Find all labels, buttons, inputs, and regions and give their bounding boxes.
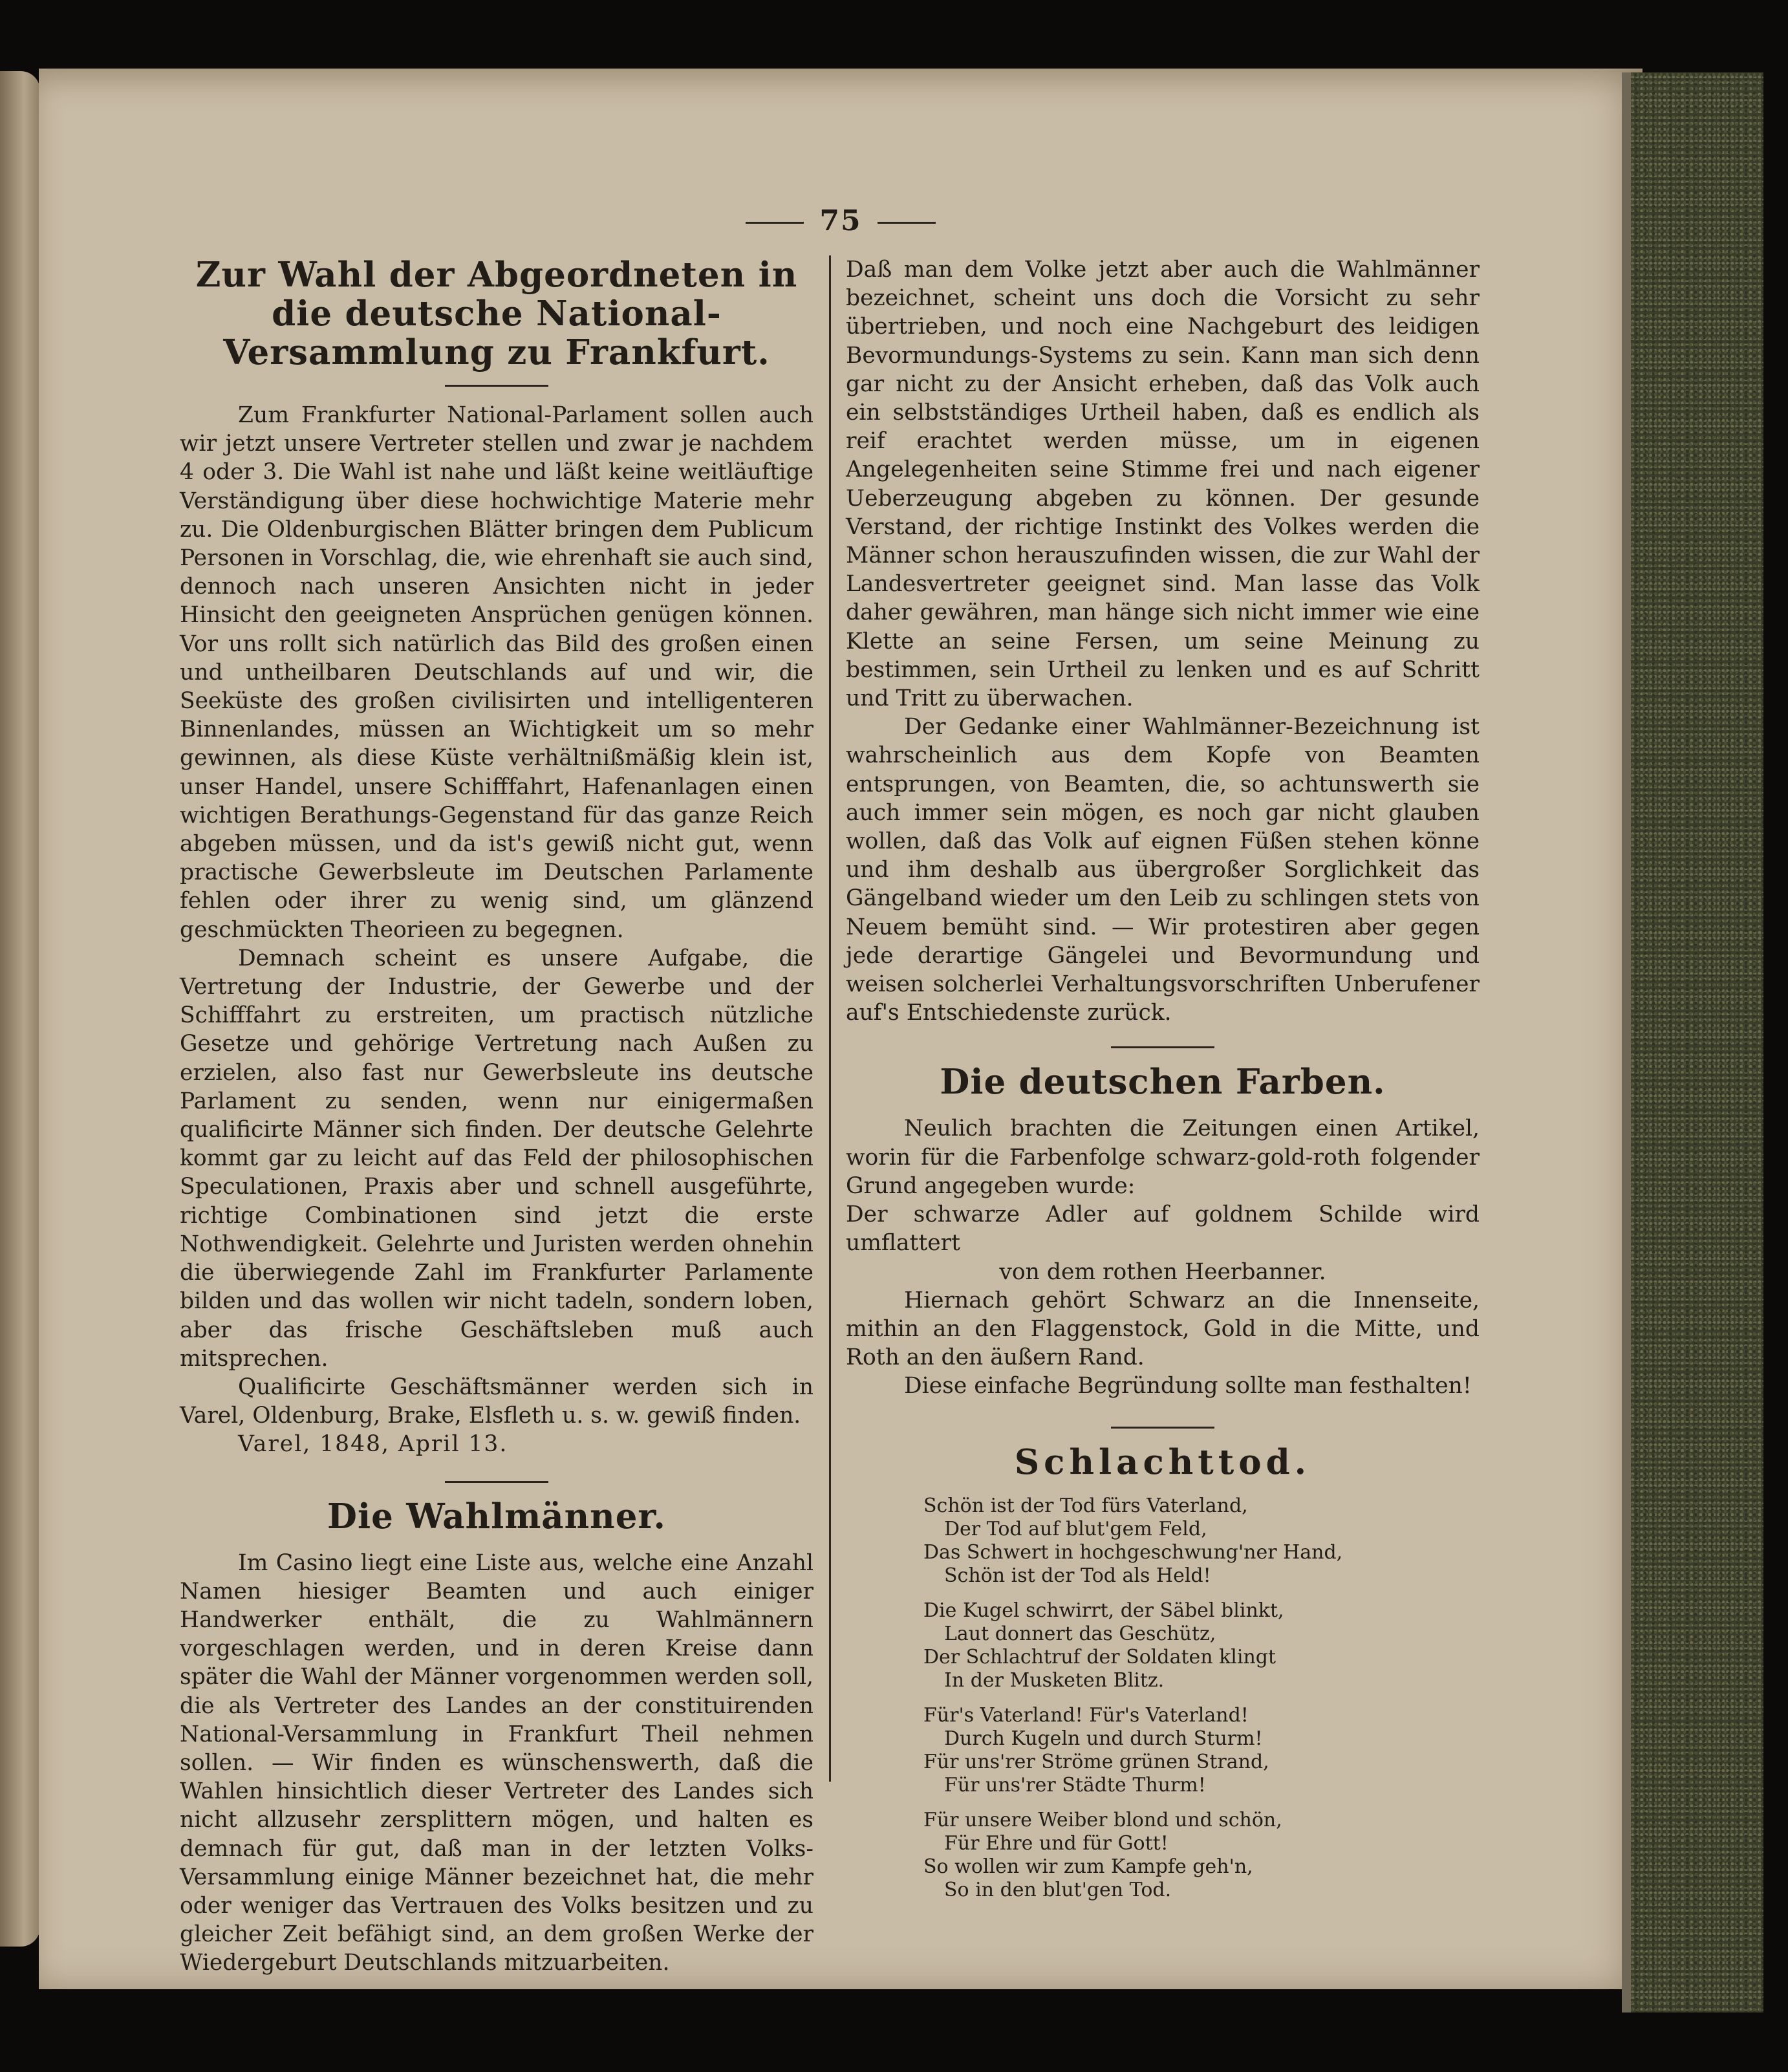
section-rule [1111,1046,1214,1048]
poem-line: In der Musketen Blitz. [944,1668,1165,1692]
article-title-deutsche-farben: Die deutschen Farben. [940,1062,1386,1103]
poem-line: Der Schlachtruf der Soldaten klingt [923,1645,1276,1668]
facing-page-edge [0,71,40,1947]
right-column [846,255,1480,1914]
article-paragraph: Zum Frankfurter National-Parlament sollen auch wir jetzt unsere Vertreter stellen und zwar je nachdem 4 oder 3. Die Wahl ist nahe und läßt keine weitläuftige Verständigung über diese hochwichtige Materie mehr zu. Die Oldenburgischen Blätter bringen dem Publicum Personen in Vorschlag, die, wie ehrenhaft sie auch sind, dennoch nach unseren Ansichten nicht in jeder Hinsicht den geeigneten Ansprüchen genügen können. Vor uns rollt sich natürlich das Bild des großen einen und untheilbaren Deutschlands auf und wir, die Seeküste des großen civilisirten und intelligenteren Binnenlandes, müssen an Wichtigkeit um so mehr gewinnen, als diese Küste verhältnißmäßig klein ist, unser Handel, unsere Schifffahrt, Hafenanlagen einen wichtigen Berathungs-Gegenstand für das ganze Reich abgeben müssen, und da ist's gewiß nicht gut, wenn practische Gewerbsleute im Deutschen Parlamente fehlen oder ihrer zu wenig sind, um glänzend geschmückten Theorieen zu begegnen. [180,402,813,943]
dateline: Varel, 1848, April 13. [238,1431,508,1458]
article-paragraph: Demnach scheint es unsere Aufgabe, die Vertretung der Industrie, der Gewerbe und der Schifffahrt zu erstreiten, um practisch nützliche Gesetze und gehörige Vertretung nach Außen zu erzielen, also fast nur Gewerbsleute ins deutsche Parlament zu senden, wenn nur einigermaßen qualificirte Männer sich finden. Der deutsche Gelehrte kommt gar zu leicht auf das Feld der philosophischen Speculationen, Praxis aber und schnell ausgeführte, richtige Combinationen sind jetzt die erste Nothwendigkeit. Gelehrte und Juristen werden ohnehin die überwiegende Zahl im Frankfurter Parlamente bilden und das wollen wir nicht tadeln, sondern loben, aber das frische Geschäftsleben muß auch mitsprechen. [180,945,813,1372]
article-paragraph: Neulich brachten die Zeitungen einen Artikel, worin für die Farbenfolge schwarz-gold-roth folgender Grund angegeben wurde: [846,1116,1480,1199]
poem-line: Schön ist der Tod als Held! [944,1564,1211,1587]
poem-title: Schlachttod. [1014,1441,1311,1482]
article-title-wahlmaenner: Die Wahlmänner. [327,1496,666,1537]
poem-line: Für Ehre und für Gott! [944,1831,1169,1855]
poem-line: So in den blut'gen Tod. [944,1878,1172,1901]
poem-stanza [923,1704,1480,1797]
quote-line: von dem rothen Heerbanner. [999,1258,1326,1285]
poem-line: Die Kugel schwirrt, der Säbel blinkt, [923,1599,1284,1622]
left-column [180,255,813,1978]
section-rule [445,1481,548,1483]
article-paragraph: Daß man dem Volke jetzt aber auch die Wahlmänner bezeichnet, scheint uns doch die Vorsicht zu sehr übertrieben, und noch eine Nachgeburt des leidigen Bevormundungs-Systems zu sein. Kann man sich denn gar nicht zu der Ansicht erheben, daß das Volk auch ein selbstständiges Urtheil haben, daß es endlich als reif erachtet werden müsse, um in eigenen Angelegenheiten seine Stimme frei und nach eigener Ueberzeugung abgeben zu können. Der gesunde Verstand, der richtige Instinkt des Volkes werden die Männer schon herauszufinden wissen, die zur Wahl der Landesvertreter geeignet sind. Man lasse das Volk daher gewähren, man hänge sich nicht immer wie eine Klette an seine Fersen, um seine Meinung zu bestimmen, sein Urtheil zu lenken und es auf Schritt und Tritt zu überwachen. [846,257,1480,712]
poem-line: So wollen wir zum Kampfe geh'n, [923,1855,1253,1878]
book-cover-edge [1622,72,1763,2013]
poem-line: Schön ist der Tod fürs Vaterland, [923,1494,1248,1517]
article-paragraph: Der Gedanke einer Wahlmänner-Bezeichnung ist wahrscheinlich aus dem Kopfe von Beamten entsprungen, von Beamten, die, so achtunswerth sie auch immer sein mögen, es noch gar nicht glauben wollen, daß das Volk auf eignen Füßen stehen könne und ihm deshalb aus übergroßer Sorglichkeit das Gängelband wieder um den Leib zu schlingen stets von Neuem bemüht sind. — Wir protestiren aber gegen jede derartige Gängelei und Bevormundung und weisen solcherlei Verhaltungsvorschriften Unberufener auf's Entschiedenste zurück. [846,714,1480,1026]
poem-line: Für unsere Weiber blond und schön, [923,1808,1282,1831]
poem-line: Das Schwert in hochgeschwung'ner Hand, [923,1540,1343,1564]
poem-stanza [923,1599,1480,1692]
poem-stanza [923,1809,1480,1902]
poem-line: Laut donnert das Geschütz, [944,1622,1216,1645]
column-divider [829,255,831,1782]
article-paragraph: Diese einfache Begründung sollte man festhalten! [904,1373,1472,1399]
article-title-wahl-abgeordneten: Zur Wahl der Abgeordneten in die deutsche National-Versammlung zu Frankfurt. [195,255,798,372]
quote-line: Der schwarze Adler auf goldnem Schilde wird umflattert [846,1202,1480,1257]
title-rule [445,385,548,387]
poem-line: Der Tod auf blut'gem Feld, [944,1517,1207,1540]
article-paragraph: Im Casino liegt eine Liste aus, welche eine Anzahl Namen hiesiger Beamten und auch einiger Handwerker enthält, die zu Wahlmännern vorgeschlagen werden, und in deren Kreise dann später die Wahl der Männer vorgenommen werden soll, die als Vertreter des Landes an der constituirenden National-Versammlung in Frankfurt Theil nehmen sollen. — Wir finden es wünschenswerth, daß die Wahlen hinsichtlich dieser Vertreter des Landes sich nicht allzusehr zersplittern mögen, und halten es demnach für gut, daß man in der letzten Volks-Versammlung einige Männer bezeichnet hat, die mehr oder weniger das Vertrauen des Volks besitzen und zu gleicher Zeit befähigt sind, an dem großen Werke der Wiedergeburt Deutschlands mitzuarbeiten. [180,1549,813,1976]
poem-line: Durch Kugeln und durch Sturm! [944,1727,1263,1750]
article-paragraph: Hiernach gehört Schwarz an die Innenseite, mithin an den Flaggenstock, Gold in die Mitte, und Roth an den äußern Rand. [846,1287,1480,1371]
poem-line: Für uns'rer Ströme grünen Strand, [923,1750,1269,1773]
section-rule [1111,1427,1214,1429]
poem [923,1495,1480,1902]
article-paragraph: Qualificirte Geschäftsmänner werden sich in Varel, Oldenburg, Brake, Elsfleth u. s. w. gewiß finden. [180,1374,813,1429]
poem-line: Für uns'rer Städte Thurm! [944,1773,1206,1797]
poem-stanza [923,1495,1480,1588]
poem-line: Für's Vaterland! Für's Vaterland! [923,1703,1249,1727]
page-number: 75 [711,204,970,237]
